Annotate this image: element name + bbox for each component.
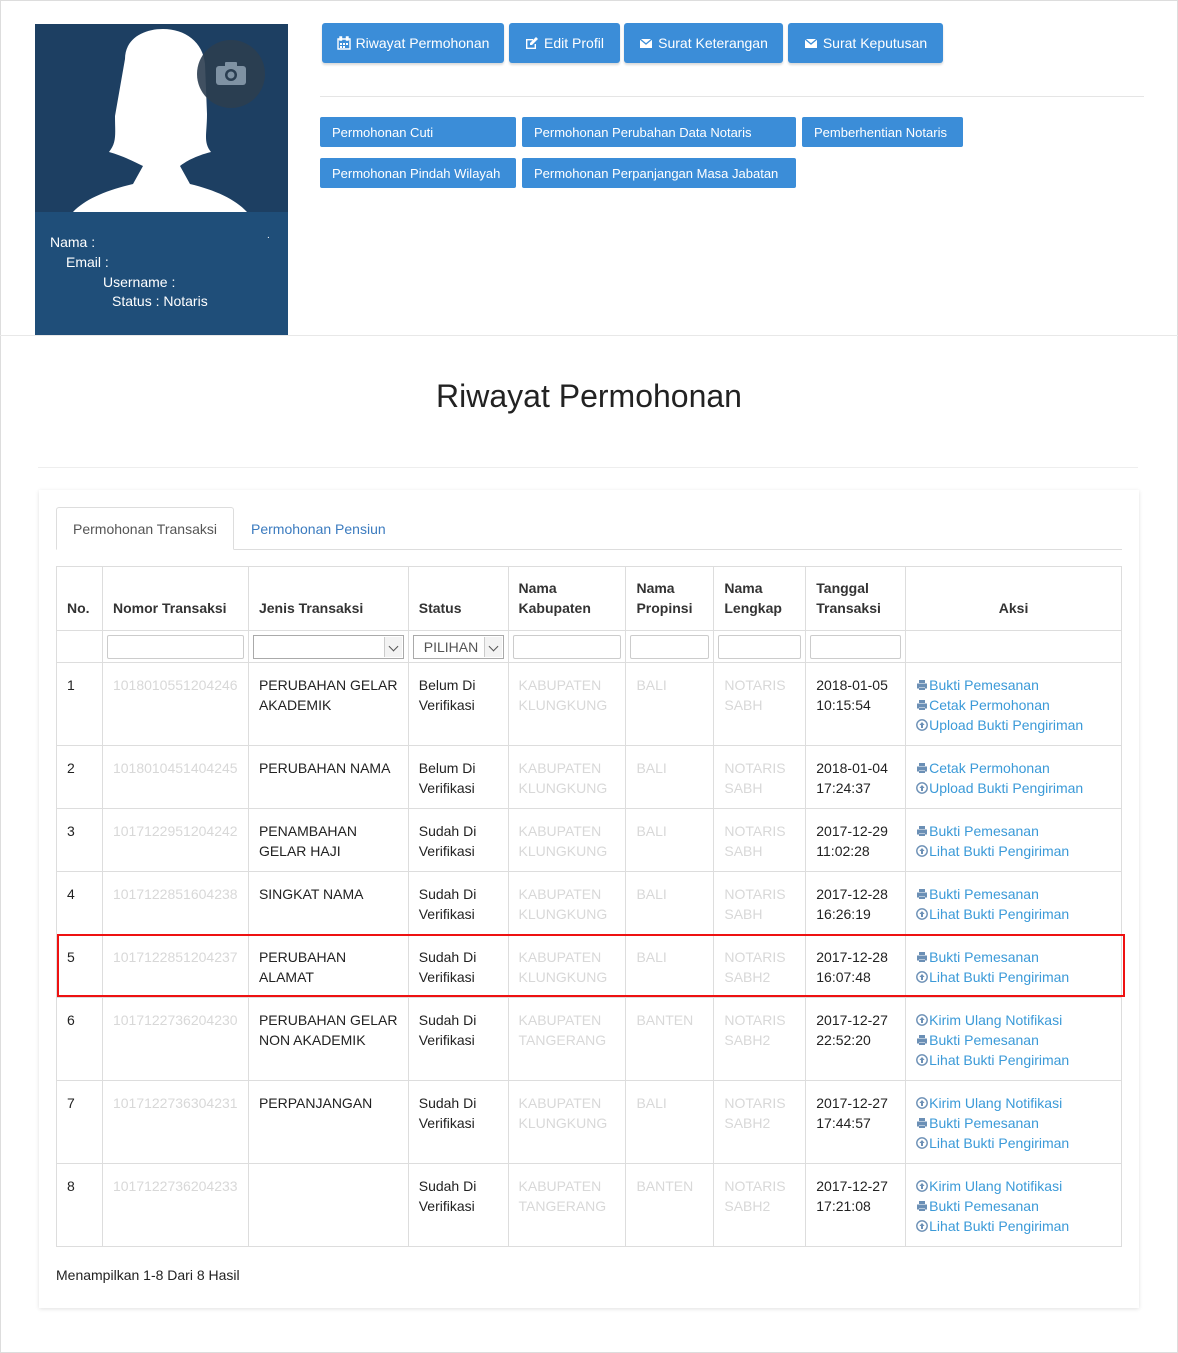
cetak-permohonan-link[interactable]: [916, 758, 1111, 778]
header-nama-kabupaten: Nama Kabupaten: [508, 567, 626, 631]
table-row: [57, 872, 1122, 935]
tab-permohonan-transaksi[interactable]: Permohonan Transaksi: [56, 507, 234, 550]
kirim-ulang-notifikasi-link[interactable]: [916, 1010, 1111, 1030]
kirim-ulang-notifikasi-link[interactable]: [916, 1093, 1111, 1113]
cell-nomor-transaksi: 1017122951204242: [102, 809, 248, 872]
cell-tanggal-transaksi: 2018-01-04 17:24:37: [806, 746, 906, 809]
avatar: [35, 24, 288, 212]
print-icon: [916, 1034, 929, 1046]
aksi-label: Bukti Pemesanan: [929, 1032, 1039, 1048]
upload-icon: [916, 971, 929, 983]
bukti-pemesanan-link[interactable]: [916, 1030, 1111, 1050]
cell-status: Sudah Di Verifikasi: [408, 1081, 508, 1164]
lihat-bukti-pengiriman-link[interactable]: [916, 1216, 1111, 1236]
upload-icon: [916, 845, 929, 857]
cell-nomor-transaksi: 1017122851604238: [102, 872, 248, 935]
cell-jenis-transaksi: PERPANJANGAN: [248, 1081, 408, 1164]
aksi-label: Bukti Pemesanan: [929, 949, 1039, 965]
divider: [38, 467, 1138, 468]
lihat-bukti-pengiriman-link[interactable]: [916, 1050, 1111, 1070]
filter-cell-empty: [57, 631, 103, 663]
upload-bukti-pengiriman-link[interactable]: [916, 715, 1111, 735]
cell-aksi: [906, 872, 1122, 935]
chevron-down-icon: [384, 637, 402, 657]
cell-status: Sudah Di Verifikasi: [408, 998, 508, 1081]
cell-nama-lengkap: NOTARIS SABH: [714, 872, 806, 935]
status-label: Status : Notaris: [112, 293, 208, 309]
cell-nama-lengkap: NOTARIS SABH: [714, 746, 806, 809]
print-icon: [916, 679, 929, 691]
upload-bukti-pengiriman-link[interactable]: [916, 778, 1111, 798]
filter-cell: [408, 631, 508, 663]
bukti-pemesanan-link[interactable]: [916, 1113, 1111, 1133]
upload-icon: [916, 1180, 929, 1192]
tab-bar: [56, 507, 1122, 550]
cell-nama-propinsi: BALI: [626, 872, 714, 935]
cell-nama-kabupaten: KABUPATEN KLUNGKUNG: [508, 809, 626, 872]
cell-jenis-transaksi: PENAMBAHAN GELAR HAJI: [248, 809, 408, 872]
cell-tanggal-transaksi: 2017-12-27 22:52:20: [806, 998, 906, 1081]
envelope-icon: [804, 36, 818, 50]
filter-propinsi-input[interactable]: [630, 635, 709, 659]
cell-nama-propinsi: BALI: [626, 1081, 714, 1164]
divider: [0, 335, 1178, 336]
camera-icon: [197, 40, 265, 108]
upload-icon: [916, 719, 929, 731]
bukti-pemesanan-link[interactable]: [916, 884, 1111, 904]
cell-nomor-transaksi: 1017122736304231: [102, 1081, 248, 1164]
filter-tanggal-input[interactable]: [810, 635, 901, 659]
permohonan-perpanjangan-masa-jabatan-button[interactable]: Permohonan Perpanjangan Masa Jabatan: [522, 158, 796, 188]
nama-dot: .: [267, 230, 270, 241]
filter-nomor-input[interactable]: [107, 635, 244, 659]
username-label: Username :: [103, 274, 176, 290]
cell-status: Belum Di Verifikasi: [408, 663, 508, 746]
bukti-pemesanan-link[interactable]: [916, 821, 1111, 841]
lihat-bukti-pengiriman-link[interactable]: [916, 1133, 1111, 1153]
camera-button[interactable]: [197, 40, 265, 108]
table-row: [57, 1164, 1122, 1247]
cell-nama-kabupaten: KABUPATEN TANGERANG: [508, 1164, 626, 1247]
aksi-label: Upload Bukti Pengiriman: [929, 780, 1084, 796]
table-row: [57, 663, 1122, 746]
header-nama-lengkap: Nama Lengkap: [714, 567, 806, 631]
aksi-label: Bukti Pemesanan: [929, 1198, 1039, 1214]
nama-label: Nama :: [50, 234, 96, 250]
upload-icon: [916, 1137, 929, 1149]
cell-nama-lengkap: NOTARIS SABH2: [714, 1164, 806, 1247]
cell-no: 1: [57, 663, 103, 746]
table-row: [57, 809, 1122, 872]
upload-icon: [916, 908, 929, 920]
header-status: Status: [408, 567, 508, 631]
table-row: [57, 998, 1122, 1081]
cell-nama-kabupaten: KABUPATEN KLUNGKUNG: [508, 663, 626, 746]
cell-jenis-transaksi: PERUBAHAN GELAR AKADEMIK: [248, 663, 408, 746]
cell-nomor-transaksi: 1017122851204237: [102, 935, 248, 998]
cell-nama-lengkap: NOTARIS SABH2: [714, 1081, 806, 1164]
divider: [320, 96, 1144, 97]
kirim-ulang-notifikasi-link[interactable]: [916, 1176, 1111, 1196]
pemberhentian-notaris-button[interactable]: Pemberhentian Notaris: [802, 117, 963, 147]
upload-icon: [916, 1014, 929, 1026]
cell-nama-propinsi: BALI: [626, 746, 714, 809]
aksi-label: Cetak Permohonan: [929, 760, 1050, 776]
profile-card: [35, 24, 288, 335]
edit-profil-label: Edit Profil: [544, 35, 604, 51]
edit-icon: [525, 36, 539, 50]
permohonan-pindah-wilayah-button[interactable]: Permohonan Pindah Wilayah: [320, 158, 516, 188]
surat-keputusan-button[interactable]: [788, 23, 943, 63]
calendar-icon: [337, 36, 351, 50]
cell-nama-kabupaten: KABUPATEN KLUNGKUNG: [508, 1081, 626, 1164]
aksi-label: Kirim Ulang Notifikasi: [929, 1178, 1063, 1194]
cell-nama-kabupaten: KABUPATEN KLUNGKUNG: [508, 872, 626, 935]
cell-nama-lengkap: NOTARIS SABH2: [714, 935, 806, 998]
cell-aksi: [906, 809, 1122, 872]
lihat-bukti-pengiriman-link[interactable]: [916, 904, 1111, 924]
cell-nama-propinsi: BANTEN: [626, 998, 714, 1081]
aksi-label: Bukti Pemesanan: [929, 1115, 1039, 1131]
cell-status: Sudah Di Verifikasi: [408, 1164, 508, 1247]
cell-no: 5: [57, 935, 103, 998]
aksi-label: Lihat Bukti Pengiriman: [929, 906, 1070, 922]
cell-nama-lengkap: NOTARIS SABH: [714, 809, 806, 872]
cell-no: 8: [57, 1164, 103, 1247]
filter-lengkap-input[interactable]: [718, 635, 801, 659]
print-icon: [916, 888, 929, 900]
cell-status: Belum Di Verifikasi: [408, 746, 508, 809]
header-nomor-transaksi: Nomor Transaksi: [102, 567, 248, 631]
cell-status: Sudah Di Verifikasi: [408, 935, 508, 998]
aksi-label: Bukti Pemesanan: [929, 886, 1039, 902]
filter-row: [57, 631, 1122, 663]
riwayat-permohonan-button[interactable]: [322, 23, 504, 63]
cell-no: 6: [57, 998, 103, 1081]
table-row: [57, 935, 1122, 998]
cell-tanggal-transaksi: 2018-01-05 10:15:54: [806, 663, 906, 746]
filter-status-select[interactable]: PILIHAN: [413, 635, 504, 659]
filter-cell-empty: [906, 631, 1122, 663]
surat-keputusan-label: Surat Keputusan: [822, 35, 928, 51]
cell-no: 4: [57, 872, 103, 935]
cell-tanggal-transaksi: 2017-12-27 17:44:57: [806, 1081, 906, 1164]
filter-kabupaten-input[interactable]: [513, 635, 622, 659]
cell-status: Sudah Di Verifikasi: [408, 809, 508, 872]
cell-status: Sudah Di Verifikasi: [408, 872, 508, 935]
cell-nama-lengkap: NOTARIS SABH: [714, 663, 806, 746]
aksi-label: Cetak Permohonan: [929, 697, 1050, 713]
header-jenis-transaksi: Jenis Transaksi: [248, 567, 408, 631]
cell-no: 2: [57, 746, 103, 809]
cell-tanggal-transaksi: 2017-12-29 11:02:28: [806, 809, 906, 872]
cell-aksi: [906, 746, 1122, 809]
upload-icon: [916, 1097, 929, 1109]
cell-nama-kabupaten: KABUPATEN KLUNGKUNG: [508, 935, 626, 998]
cell-tanggal-transaksi: 2017-12-28 16:26:19: [806, 872, 906, 935]
cell-nama-kabupaten: KABUPATEN TANGERANG: [508, 998, 626, 1081]
filter-cell: [714, 631, 806, 663]
cell-jenis-transaksi: PERUBAHAN ALAMAT: [248, 935, 408, 998]
bukti-pemesanan-link[interactable]: [916, 947, 1111, 967]
filter-jenis-select[interactable]: [253, 635, 404, 659]
cell-nama-propinsi: BALI: [626, 935, 714, 998]
cell-aksi: [906, 663, 1122, 746]
table-row: [57, 746, 1122, 809]
envelope-icon: [639, 36, 653, 50]
cetak-permohonan-link[interactable]: [916, 695, 1111, 715]
cell-tanggal-transaksi: 2017-12-27 17:21:08: [806, 1164, 906, 1247]
aksi-label: Lihat Bukti Pengiriman: [929, 1135, 1070, 1151]
bukti-pemesanan-link[interactable]: [916, 675, 1111, 695]
cell-nama-lengkap: NOTARIS SABH2: [714, 998, 806, 1081]
page-title: Riwayat Permohonan: [436, 378, 742, 414]
aksi-label: Lihat Bukti Pengiriman: [929, 843, 1070, 859]
aksi-label: Bukti Pemesanan: [929, 677, 1039, 693]
surat-keterangan-button[interactable]: [624, 23, 783, 63]
cell-no: 3: [57, 809, 103, 872]
cell-nomor-transaksi: 1017122736204230: [102, 998, 248, 1081]
filter-cell: [806, 631, 906, 663]
cell-jenis-transaksi: SINGKAT NAMA: [248, 872, 408, 935]
riwayat-permohonan-label: Riwayat Permohonan: [355, 35, 490, 51]
table-header-row: [57, 567, 1122, 631]
permohonan-cuti-button[interactable]: Permohonan Cuti: [320, 117, 516, 147]
aksi-label: Bukti Pemesanan: [929, 823, 1039, 839]
cell-aksi: [906, 935, 1122, 998]
upload-icon: [916, 782, 929, 794]
table-row: [57, 1081, 1122, 1164]
aksi-label: Kirim Ulang Notifikasi: [929, 1095, 1063, 1111]
cell-jenis-transaksi: [248, 1164, 408, 1247]
cell-aksi: [906, 1081, 1122, 1164]
lihat-bukti-pengiriman-link[interactable]: [916, 841, 1111, 861]
cell-jenis-transaksi: PERUBAHAN NAMA: [248, 746, 408, 809]
email-label: Email :: [66, 254, 109, 270]
pagination-summary: Menampilkan 1-8 Dari 8 Hasil: [56, 1267, 240, 1283]
print-icon: [916, 825, 929, 837]
tab-permohonan-pensiun[interactable]: Permohonan Pensiun: [251, 520, 386, 537]
aksi-label: Lihat Bukti Pengiriman: [929, 1052, 1070, 1068]
permohonan-perubahan-data-notaris-button[interactable]: Permohonan Perubahan Data Notaris: [522, 117, 796, 147]
header-nama-propinsi: Nama Propinsi: [626, 567, 714, 631]
upload-icon: [916, 1220, 929, 1232]
print-icon: [916, 951, 929, 963]
filter-cell: [248, 631, 408, 663]
print-icon: [916, 699, 929, 711]
cell-nomor-transaksi: 1018010451404245: [102, 746, 248, 809]
cell-nama-propinsi: BALI: [626, 663, 714, 746]
aksi-label: Upload Bukti Pengiriman: [929, 717, 1084, 733]
header-tanggal-transaksi: Tanggal Transaksi: [806, 567, 906, 631]
chevron-down-icon: [484, 637, 502, 657]
lihat-bukti-pengiriman-link[interactable]: [916, 967, 1111, 987]
cell-aksi: [906, 998, 1122, 1081]
aksi-label: Lihat Bukti Pengiriman: [929, 969, 1070, 985]
filter-cell: [102, 631, 248, 663]
aksi-label: Lihat Bukti Pengiriman: [929, 1218, 1070, 1234]
aksi-label: Kirim Ulang Notifikasi: [929, 1012, 1063, 1028]
cell-no: 7: [57, 1081, 103, 1164]
header-no: No.: [57, 567, 103, 631]
cell-nomor-transaksi: 1018010551204246: [102, 663, 248, 746]
print-icon: [916, 762, 929, 774]
cell-nomor-transaksi: 1017122736204233: [102, 1164, 248, 1247]
cell-tanggal-transaksi: 2017-12-28 16:07:48: [806, 935, 906, 998]
cell-aksi: [906, 1164, 1122, 1247]
filter-cell: [508, 631, 626, 663]
cell-jenis-transaksi: PERUBAHAN GELAR NON AKADEMIK: [248, 998, 408, 1081]
upload-icon: [916, 1054, 929, 1066]
transaction-table: [56, 566, 1122, 1247]
edit-profil-button[interactable]: [509, 23, 620, 63]
bukti-pemesanan-link[interactable]: [916, 1196, 1111, 1216]
cell-nama-propinsi: BALI: [626, 809, 714, 872]
print-icon: [916, 1117, 929, 1129]
filter-cell: [626, 631, 714, 663]
print-icon: [916, 1200, 929, 1212]
cell-nama-kabupaten: KABUPATEN KLUNGKUNG: [508, 746, 626, 809]
cell-nama-propinsi: BANTEN: [626, 1164, 714, 1247]
header-aksi: Aksi: [906, 567, 1122, 631]
surat-keterangan-label: Surat Keterangan: [658, 35, 768, 51]
